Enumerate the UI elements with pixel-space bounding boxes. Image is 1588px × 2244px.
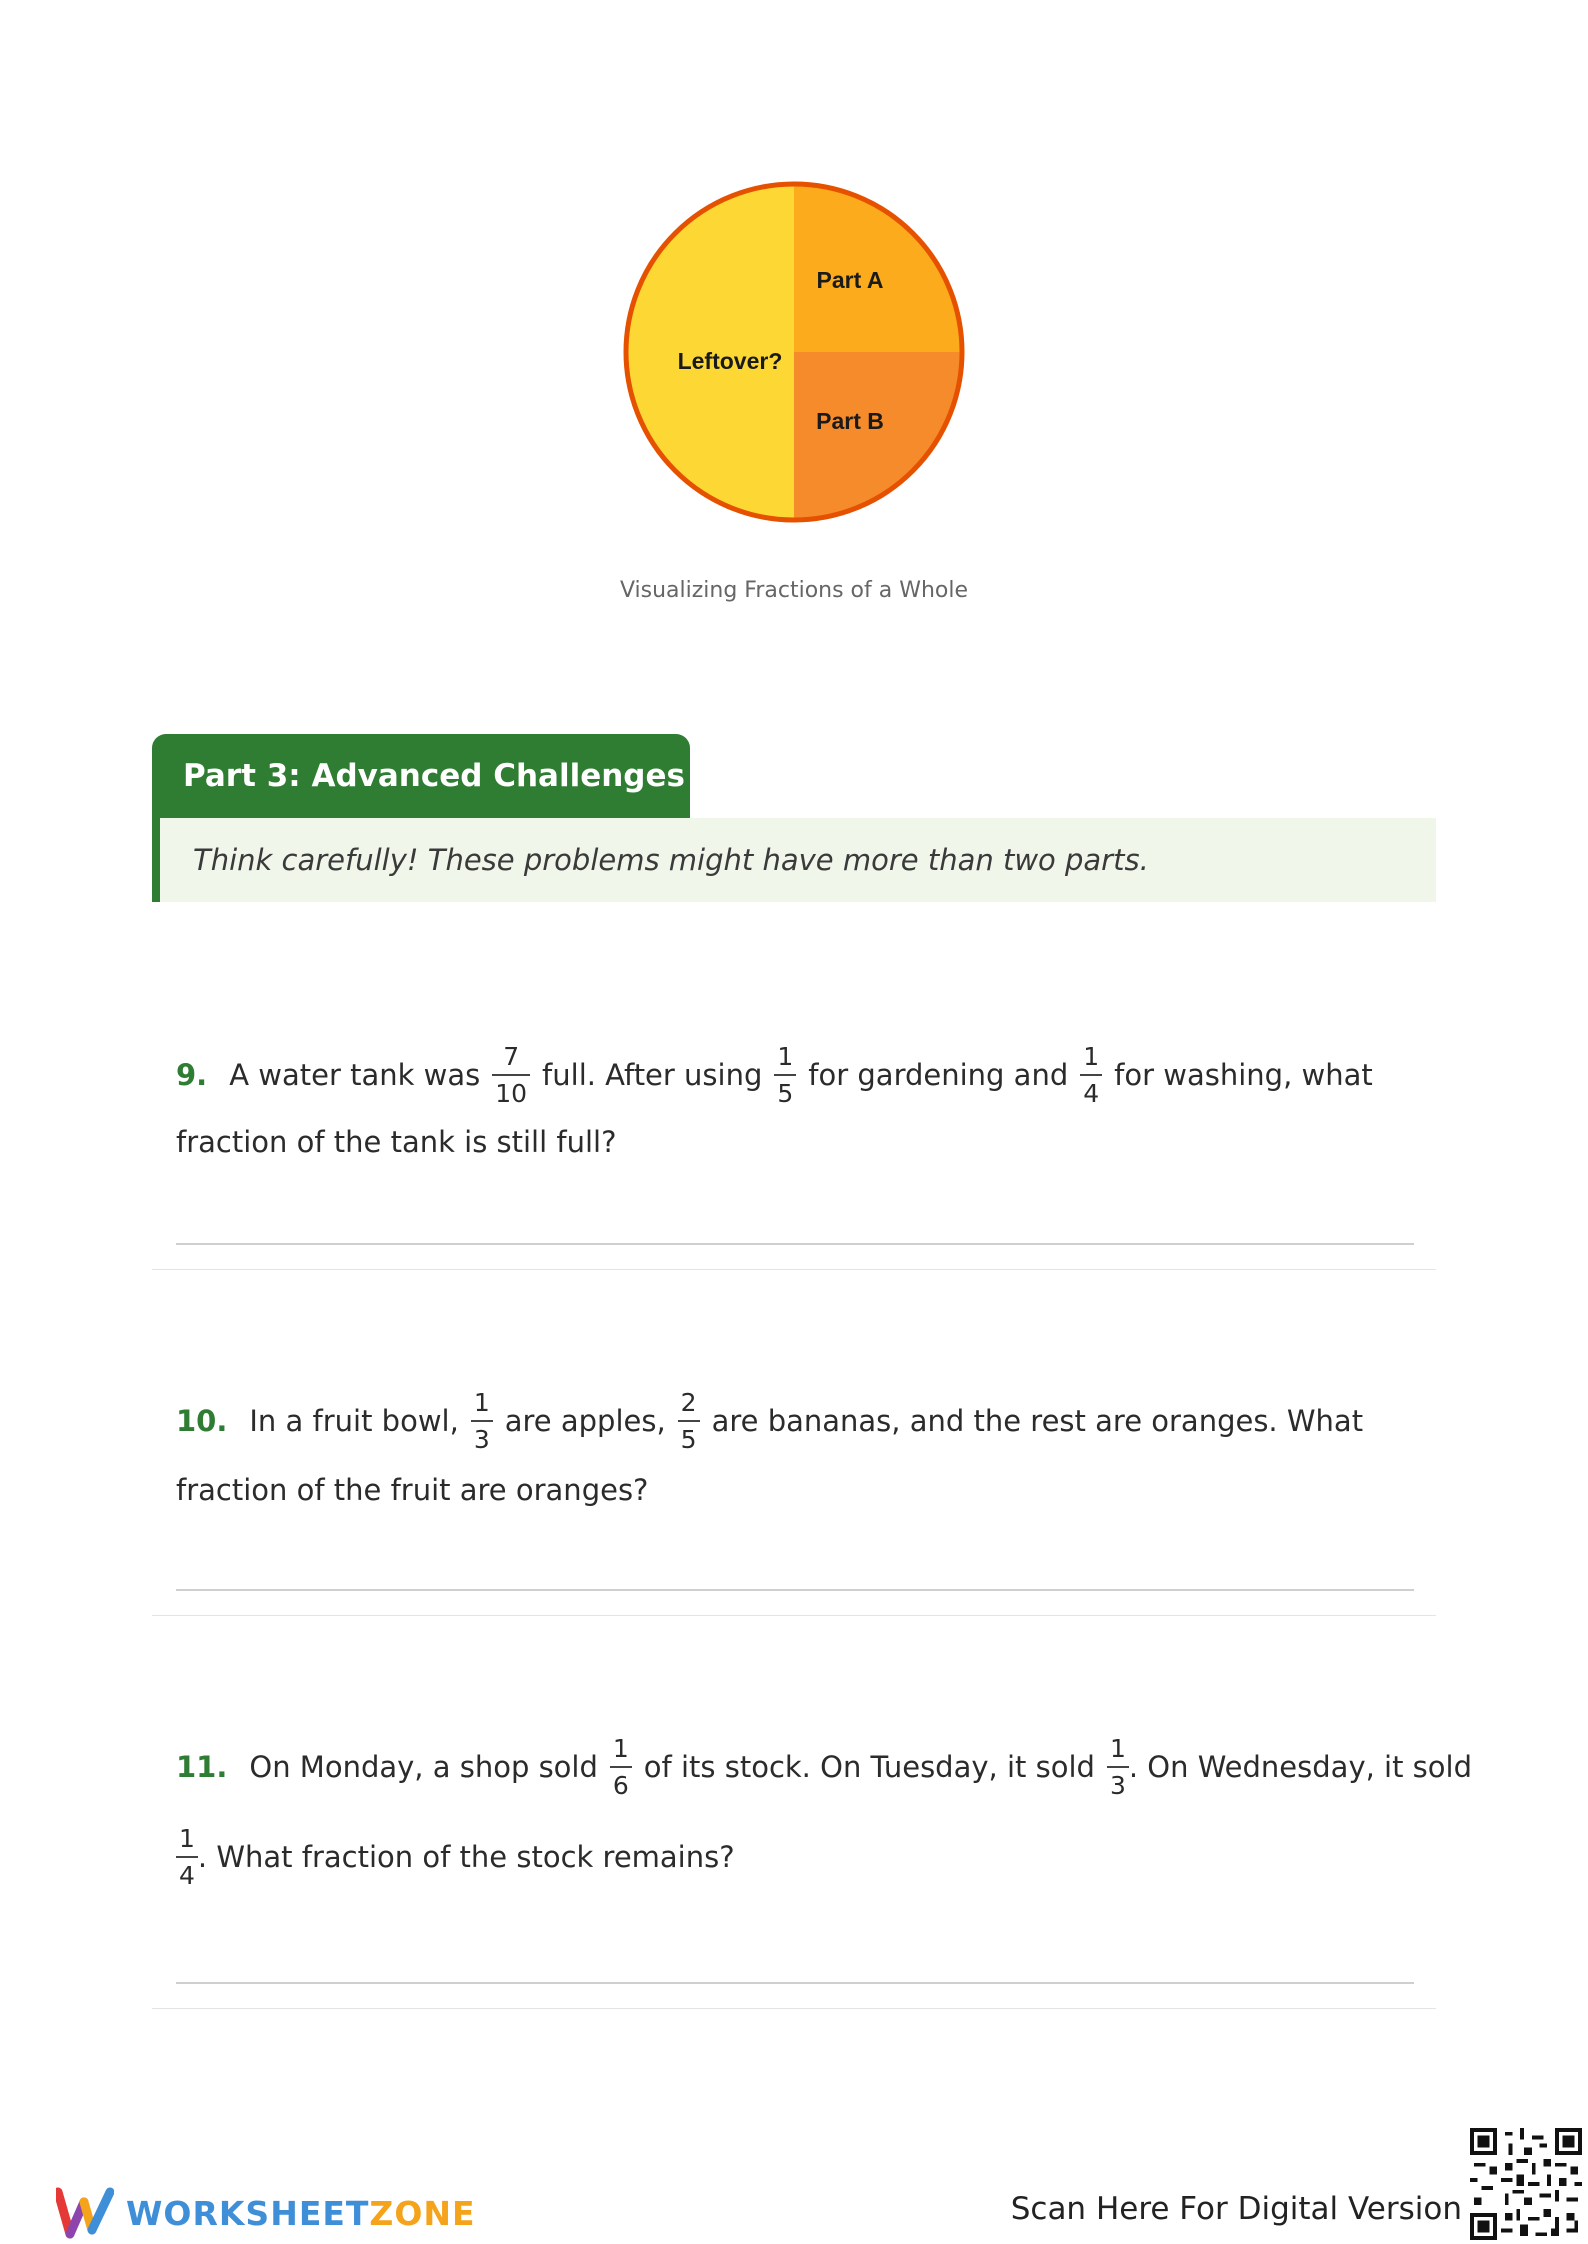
problem-text: In a fruit bowl, <box>249 1404 459 1438</box>
section-instructions-text: Think carefully! These problems might have more than two parts. <box>193 843 1149 877</box>
denominator: 5 <box>678 1420 700 1452</box>
fraction <box>678 1390 700 1452</box>
numerator: 1 <box>1109 1734 1126 1763</box>
w-logo-icon <box>56 2186 114 2240</box>
logo-text-zone: ZONE <box>369 2193 476 2233</box>
numerator: 1 <box>473 1388 490 1417</box>
denominator: 10 <box>492 1074 530 1106</box>
problem-11-line-2 <box>176 1822 735 1892</box>
denominator: 3 <box>1107 1766 1129 1798</box>
answer-line[interactable] <box>176 1589 1414 1591</box>
problem-11 <box>152 1732 1473 2022</box>
problem-9-line-1 <box>176 1040 1373 1110</box>
fraction <box>774 1044 796 1106</box>
problem-text: fraction of the fruit are oranges? <box>176 1473 649 1507</box>
problem-text: fraction of the tank is still full? <box>176 1125 617 1159</box>
pie-label-part-b: Part B <box>816 408 884 434</box>
problem-number: 10. <box>176 1404 228 1438</box>
denominator: 3 <box>471 1420 493 1452</box>
answer-line[interactable] <box>176 1243 1414 1245</box>
logo-text <box>126 2194 476 2233</box>
denominator: 5 <box>774 1074 796 1106</box>
problem-10-line-1 <box>176 1386 1363 1456</box>
problem-text: are apples, <box>504 1404 666 1438</box>
section-title: Part 3: Advanced Challenges <box>183 758 685 794</box>
fraction-pie-diagram <box>620 178 968 526</box>
fraction <box>176 1826 198 1888</box>
problem-number: 11. <box>176 1750 228 1784</box>
problem-text: A water tank was <box>229 1058 481 1092</box>
fraction <box>610 1736 632 1798</box>
denominator: 4 <box>1080 1074 1102 1106</box>
numerator: 2 <box>680 1388 697 1417</box>
section-instructions <box>152 818 1436 902</box>
fraction <box>1107 1736 1129 1798</box>
logo-text-worksheet: WORKSHEET <box>126 2193 370 2233</box>
numerator: 7 <box>503 1042 520 1071</box>
problem-divider <box>152 1269 1436 1270</box>
problem-11-line-1 <box>176 1732 1472 1802</box>
denominator: 4 <box>176 1856 198 1888</box>
problem-divider <box>152 1615 1436 1616</box>
numerator: 1 <box>777 1042 794 1071</box>
problem-text: On Monday, a shop sold <box>249 1750 598 1784</box>
numerator: 1 <box>612 1734 629 1763</box>
problem-9 <box>152 1040 1436 1280</box>
answer-line[interactable] <box>176 1982 1414 1984</box>
problem-text: full. After using <box>542 1058 763 1092</box>
problem-text: for washing, what <box>1114 1058 1373 1092</box>
section-header <box>152 734 690 818</box>
worksheetzone-logo[interactable] <box>56 2186 476 2240</box>
problem-10-line-2 <box>176 1470 648 1510</box>
fraction <box>492 1044 530 1106</box>
problem-number: 9. <box>176 1058 208 1092</box>
problem-text: of its stock. On Tuesday, it sold <box>643 1750 1095 1784</box>
pie-label-leftover: Leftover? <box>677 348 783 374</box>
scan-instruction: Scan Here For Digital Version <box>1010 2191 1462 2227</box>
problem-9-line-2 <box>176 1122 616 1162</box>
numerator: 1 <box>1083 1042 1100 1071</box>
problem-text: . What fraction of the stock remains? <box>197 1840 735 1874</box>
denominator: 6 <box>610 1766 632 1798</box>
qr-code-icon[interactable] <box>1470 2128 1582 2240</box>
problem-text: . On Wednesday, it sold <box>1128 1750 1473 1784</box>
numerator: 1 <box>179 1824 195 1853</box>
problem-text: are bananas, and the rest are oranges. What <box>711 1404 1364 1438</box>
diagram-caption: Visualizing Fractions of a Whole <box>619 578 969 603</box>
problem-divider <box>152 2008 1436 2009</box>
fraction <box>471 1390 493 1452</box>
problem-10 <box>152 1386 1436 1626</box>
fraction <box>1080 1044 1102 1106</box>
pie-label-part-a: Part A <box>816 267 884 293</box>
problem-text: for gardening and <box>808 1058 1069 1092</box>
